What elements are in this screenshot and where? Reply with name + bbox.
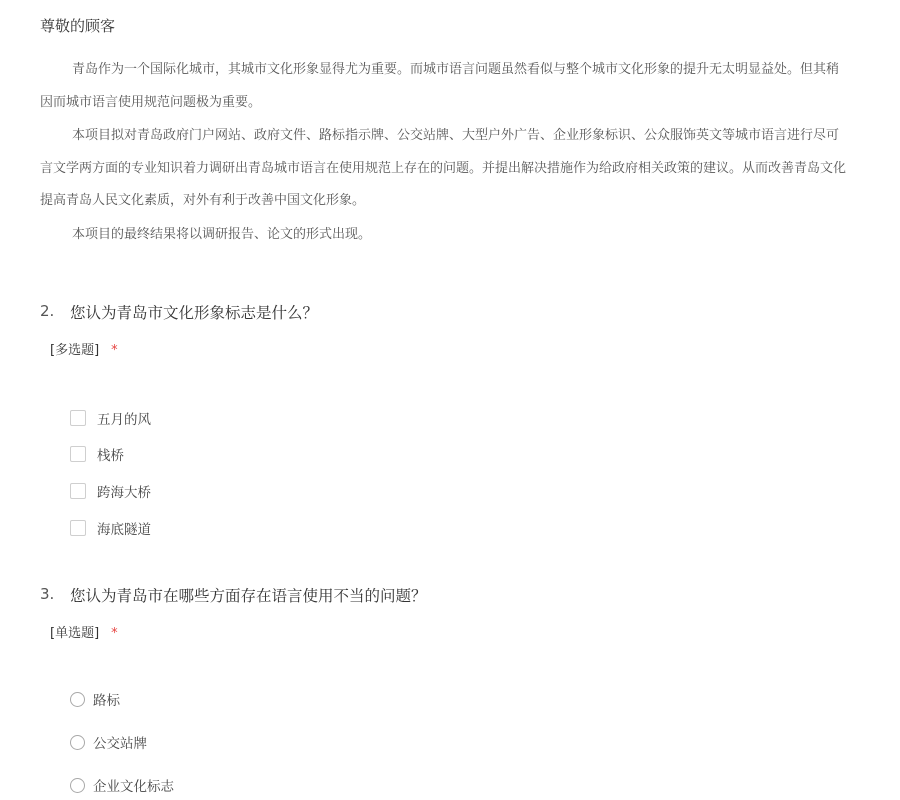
intro-paragraph-line: 本项目的最终结果将以调研报告、论文的形式出现。 bbox=[72, 227, 372, 242]
checkbox-icon[interactable] bbox=[70, 446, 86, 462]
checkbox-icon[interactable] bbox=[70, 520, 86, 536]
option-checkbox[interactable] bbox=[70, 481, 151, 501]
option-label: 公交站牌 bbox=[93, 736, 147, 752]
intro-paragraph-line: 提高青岛人民文化素质，对外有利于改善中国文化形象。 bbox=[40, 193, 366, 208]
intro-paragraph-line: 青岛作为一个国际化城市，其城市文化形象显得尤为重要。而城市语言问题虽然看似与整个城市文化形象的提升无太明显益处。但其稍 bbox=[72, 62, 840, 77]
question-type-label: [单选题] bbox=[50, 626, 100, 641]
intro-paragraph-line: 本项目拟对青岛政府门户网站、政府文件、路标指示牌、公交站牌、大型户外广告、企业形象标识、公众服饰英文等城市语言进行尽可 bbox=[72, 128, 840, 143]
required-marker: * bbox=[111, 626, 118, 641]
radio-icon[interactable] bbox=[70, 735, 85, 750]
radio-icon[interactable] bbox=[70, 692, 85, 707]
option-checkbox[interactable] bbox=[70, 408, 151, 428]
option-label: 五月的风 bbox=[97, 412, 151, 428]
option-label: 企业文化标志 bbox=[93, 779, 174, 795]
option-label: 跨海大桥 bbox=[97, 485, 151, 501]
question-type-label: [多选题] bbox=[50, 343, 100, 358]
option-radio[interactable] bbox=[70, 732, 147, 752]
question-3-title: 您认为青岛市在哪些方面存在语言使用不当的问题？ bbox=[70, 587, 427, 605]
question-2-type bbox=[50, 339, 118, 358]
option-checkbox[interactable] bbox=[70, 518, 151, 538]
option-label: 栈桥 bbox=[97, 448, 124, 464]
question-3-type bbox=[50, 622, 118, 641]
checkbox-icon[interactable] bbox=[70, 483, 86, 499]
question-2-number: 2. bbox=[40, 302, 55, 320]
option-label: 路标 bbox=[93, 693, 120, 709]
option-radio[interactable] bbox=[70, 689, 120, 709]
greeting-heading: 尊敬的顾客 bbox=[40, 17, 116, 35]
intro-paragraph-line: 因而城市语言使用规范问题极为重要。 bbox=[40, 95, 262, 110]
question-3-number: 3. bbox=[40, 585, 55, 603]
required-marker: * bbox=[111, 343, 118, 358]
option-radio[interactable] bbox=[70, 775, 174, 795]
radio-icon[interactable] bbox=[70, 778, 85, 793]
question-2-title: 您认为青岛市文化形象标志是什么？ bbox=[70, 304, 319, 322]
option-checkbox[interactable] bbox=[70, 444, 124, 464]
checkbox-icon[interactable] bbox=[70, 410, 86, 426]
option-label: 海底隧道 bbox=[97, 522, 151, 538]
intro-paragraph-line: 言文学两方面的专业知识着力调研出青岛城市语言在使用规范上存在的问题。并提出解决措施作为给政府相关政策的建议。从而改善青岛文化 bbox=[40, 161, 847, 176]
